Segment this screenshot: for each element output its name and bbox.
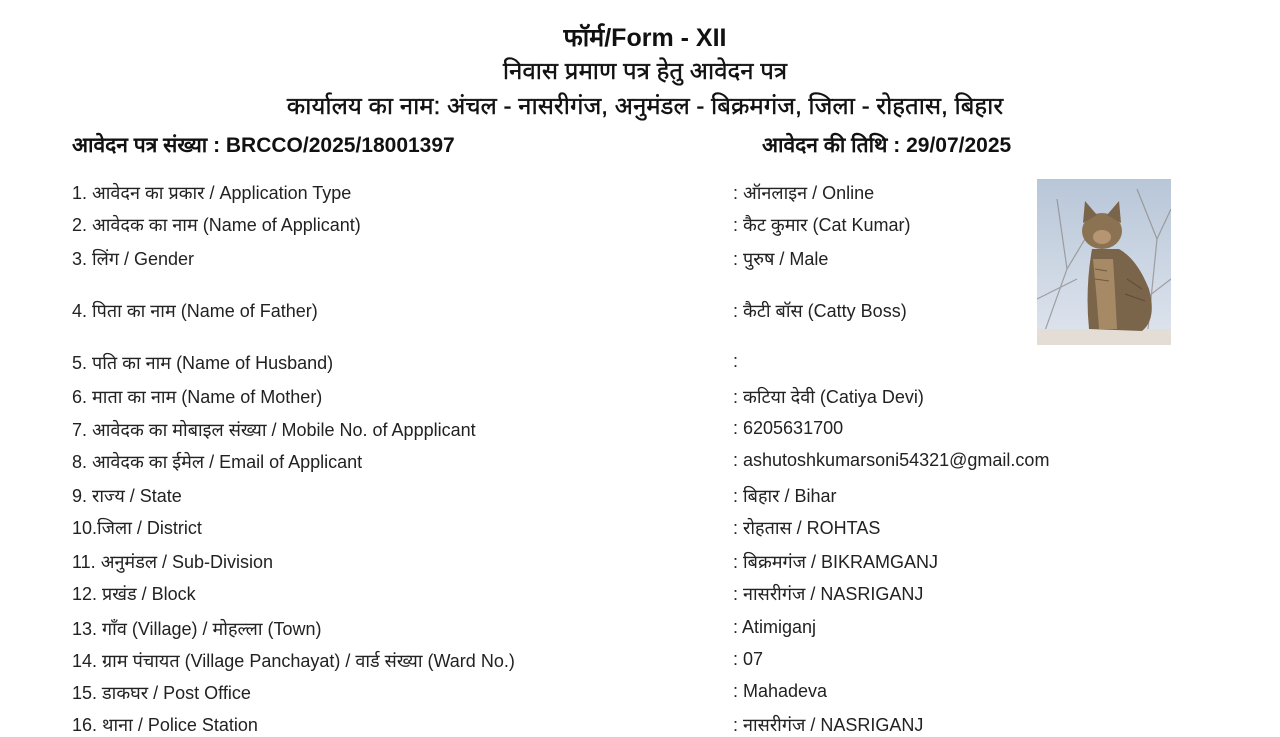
field-value: : 07 (733, 649, 764, 669)
field-value: : नासरीगंज / NASRIGANJ (733, 715, 924, 735)
field-value: : ashutoshkumarsoni54321@gmail.com (733, 450, 1050, 470)
field-label: 1. आवेदन का प्रकार / Application Type (72, 183, 352, 203)
office-name: कार्यालय का नाम: अंचल - नासरीगंज, अनुमंडल - बिक्रमगंज, जिला - रोहतास, बिहार (286, 93, 1004, 120)
field-row (72, 385, 1172, 409)
field-label: 3. लिंग / Gender (72, 249, 195, 269)
field-value: : रोहतास / ROHTAS (733, 518, 881, 538)
field-row (72, 213, 1172, 237)
field-row (72, 550, 1172, 574)
field-label: 9. राज्य / State (72, 486, 182, 506)
field-value: : बिक्रमगंज / BIKRAMGANJ (733, 552, 939, 572)
field-value: : पुरुष / Male (733, 249, 829, 269)
application-number: आवेदन पत्र संख्या : BRCCO/2025/18001397 (72, 134, 455, 157)
field-row (72, 484, 1172, 508)
field-label: 16. थाना / Police Station (72, 715, 258, 735)
field-value: : 6205631700 (733, 418, 844, 438)
field-row (72, 181, 1172, 205)
field-row (72, 247, 1172, 271)
field-label: 4. पिता का नाम (Name of Father) (72, 301, 318, 321)
field-label: 15. डाकघर / Post Office (72, 683, 251, 703)
field-label: 6. माता का नाम (Name of Mother) (72, 387, 323, 407)
field-row (72, 681, 1172, 705)
field-label: 7. आवेदक का मोबाइल संख्या / Mobile No. of Appplicant (72, 420, 476, 440)
field-label: 2. आवेदक का नाम (Name of Applicant) (72, 215, 361, 235)
application-date: आवेदन की तिथि : 29/07/2025 (762, 134, 1012, 157)
field-label: 5. पति का नाम (Name of Husband) (72, 353, 334, 373)
form-subtitle: निवास प्रमाण पत्र हेतु आवेदन पत्र (502, 58, 788, 85)
field-row (72, 418, 1172, 442)
field-value: : Atimiganj (733, 617, 817, 637)
field-row (72, 516, 1172, 540)
field-label: 13. गाँव (Village) / मोहल्ला (Town) (72, 619, 322, 639)
field-value: : नासरीगंज / NASRIGANJ (733, 584, 924, 604)
field-label: 11. अनुमंडल / Sub-Division (72, 552, 274, 572)
field-row (72, 713, 1172, 737)
applicant-photo (1037, 179, 1171, 345)
field-row (72, 351, 1172, 375)
field-value: : ऑनलाइन / Online (733, 183, 875, 203)
field-value: : बिहार / Bihar (733, 486, 837, 506)
field-row (72, 617, 1172, 641)
field-value: : कैटी बॉस (Catty Boss) (733, 301, 907, 321)
field-row (72, 582, 1172, 606)
field-label: 8. आवेदक का ईमेल / Email of Applicant (72, 452, 363, 472)
field-row (72, 649, 1172, 673)
field-row (72, 299, 1172, 323)
field-value: : कैट कुमार (Cat Kumar) (733, 215, 911, 235)
field-value: : (733, 351, 739, 371)
field-value: : कटिया देवी (Catiya Devi) (733, 387, 924, 407)
field-row (72, 450, 1172, 474)
field-label: 12. प्रखंड / Block (72, 584, 196, 604)
field-label: 14. ग्राम पंचायत (Village Panchayat) / वार्ड संख्या (Ward No.) (72, 651, 515, 671)
field-value: : Mahadeva (733, 681, 828, 701)
field-label: 10.जिला / District (72, 518, 202, 538)
form-title: फॉर्म/Form - XII (563, 24, 727, 52)
